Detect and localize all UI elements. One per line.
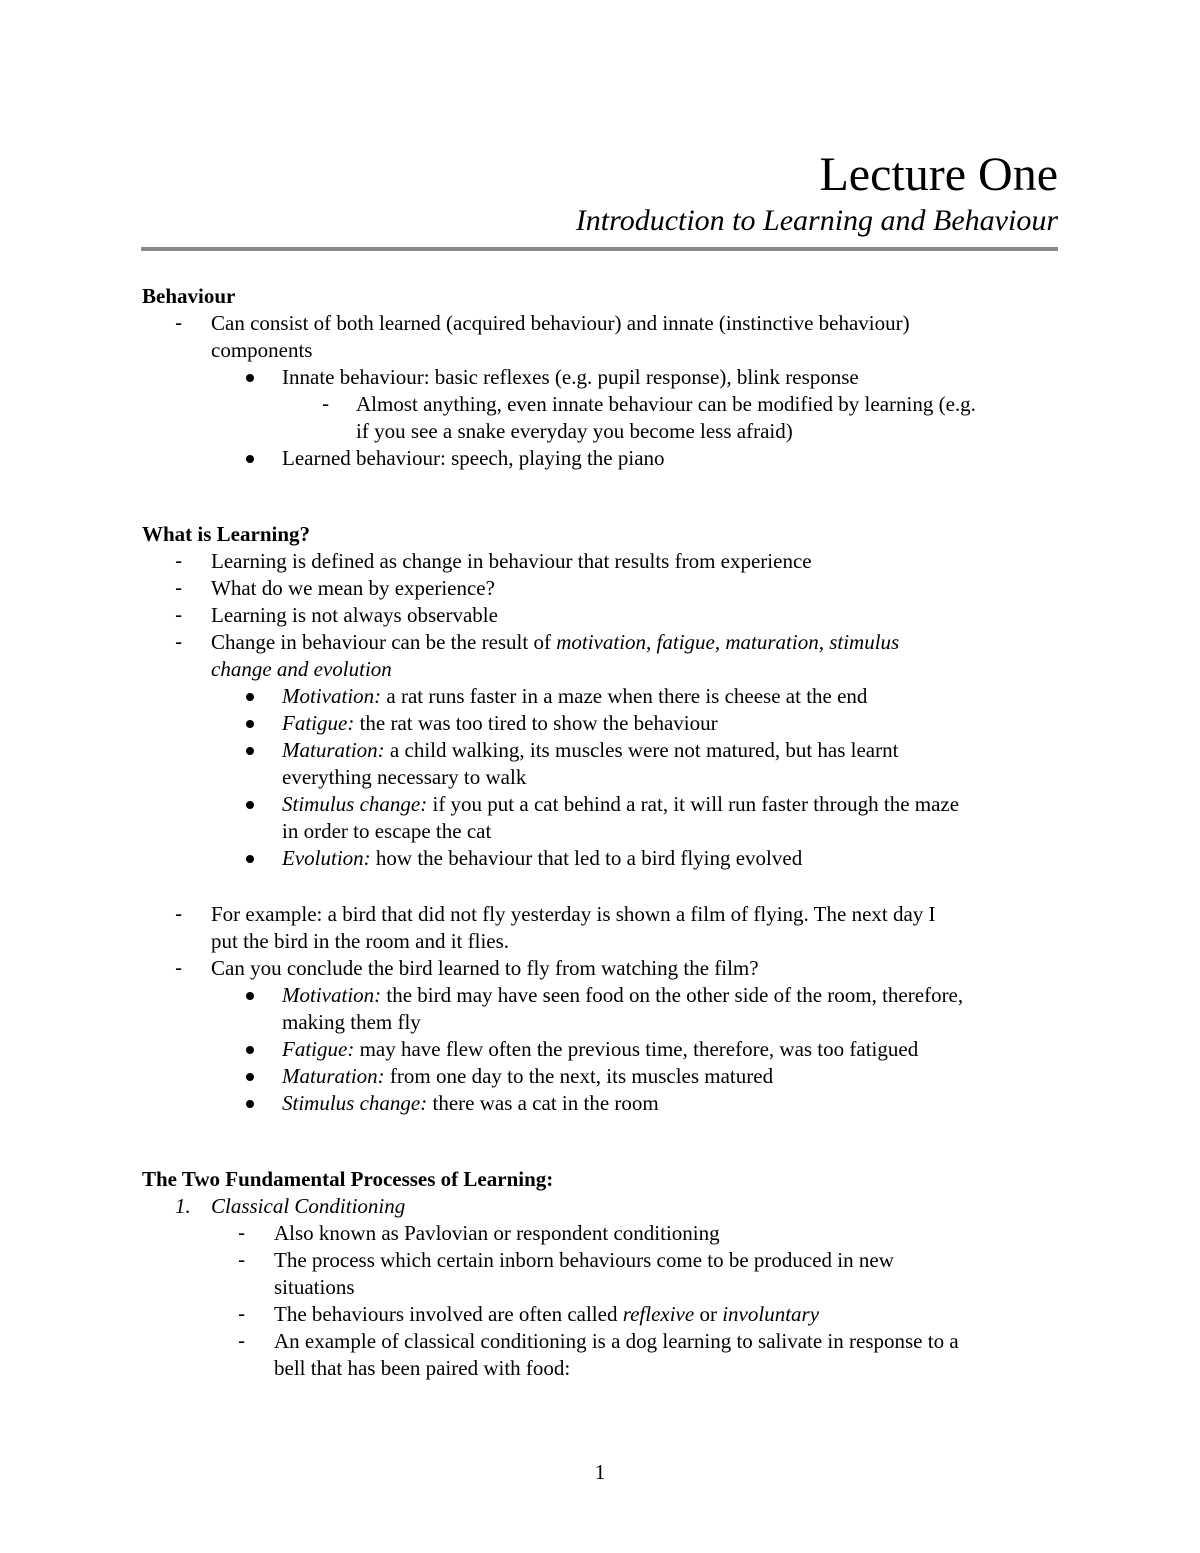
- page-subtitle: Introduction to Learning and Behaviour: [575, 204, 1058, 237]
- list-item: - An example of classical conditioning is a dog learning to salivate in response to a bell that has been paired with food:: [238, 1329, 959, 1380]
- page-title: Lecture One: [819, 148, 1058, 201]
- bullet-icon: [246, 374, 254, 382]
- dash-marker: -: [175, 311, 183, 335]
- dash-marker: -: [238, 1221, 246, 1245]
- bullet-icon: [246, 747, 254, 755]
- list-item: - For example: a bird that did not fly yesterday is shown a film of flying. The next day I put the bird in the room and it flies.: [175, 902, 936, 953]
- section-heading: Behaviour: [142, 284, 236, 308]
- dash-marker: -: [175, 603, 183, 627]
- list-item: Motivation: the bird may have seen food on the other side of the room, therefore, making them fly: [142, 982, 1062, 1036]
- section-heading: The Two Fundamental Processes of Learning:: [142, 1167, 554, 1191]
- dash-marker: -: [238, 1248, 246, 1272]
- list-item: Motivation: a rat runs faster in a maze when there is cheese at the end: [142, 683, 1062, 710]
- list-item: - Almost anything, even innate behaviour can be modified by learning (e.g. if you see a snake everyday you become less afraid): [322, 392, 976, 443]
- bullet-icon: [246, 455, 254, 463]
- dash-marker: -: [175, 549, 183, 573]
- dash-marker: -: [175, 956, 183, 980]
- bullet-icon: [246, 1073, 254, 1081]
- dash-marker: -: [238, 1329, 246, 1353]
- list-item: Stimulus change: if you put a cat behind a rat, it will run faster through the maze in order to escape the cat: [142, 791, 1062, 845]
- numbered-item: 1. Classical Conditioning: [175, 1194, 406, 1218]
- list-item: Stimulus change: there was a cat in the room: [142, 1090, 1062, 1117]
- dash-marker: -: [238, 1302, 246, 1326]
- page-number: 1: [594, 1460, 606, 1484]
- bullet-icon: [246, 1046, 254, 1054]
- dash-marker: -: [175, 630, 183, 654]
- bullet-icon: [246, 720, 254, 728]
- bullet-icon: [246, 855, 254, 863]
- section-what-is-learning: [142, 521, 1062, 872]
- section-heading: What is Learning?: [142, 522, 311, 546]
- list-item: - Can consist of both learned (acquired behaviour) and innate (instinctive behaviour) components: [175, 311, 910, 362]
- title-rule: [141, 247, 1058, 251]
- dash-marker: -: [322, 392, 330, 416]
- list-item: - Can you conclude the bird learned to fly from watching the film?: [175, 956, 759, 980]
- list-item: - Learning is not always observable: [175, 603, 498, 627]
- list-item: - Change in behaviour can be the result of motivation, fatigue, maturation, stimulus change and evolution: [175, 630, 900, 681]
- list-item: Learned behaviour: speech, playing the piano: [142, 445, 1062, 472]
- list-item: - Learning is defined as change in behaviour that results from experience: [175, 549, 812, 573]
- bullet-icon: [246, 992, 254, 1000]
- dash-marker: -: [175, 576, 183, 600]
- list-item: - The behaviours involved are often called reflexive or involuntary: [238, 1302, 820, 1326]
- dash-marker: -: [175, 902, 183, 926]
- list-item: - What do we mean by experience?: [175, 576, 495, 600]
- list-item: Innate behaviour: basic reflexes (e.g. pupil response), blink response: [142, 364, 1062, 391]
- list-item: Maturation: a child walking, its muscles were not matured, but has learnt everything necessary to walk: [142, 737, 1062, 791]
- bullet-icon: [246, 693, 254, 701]
- section-behaviour: [142, 283, 1062, 472]
- section-fundamental-processes: [142, 1166, 1062, 1382]
- list-item: Fatigue: may have flew often the previous time, therefore, was too fatigued: [142, 1036, 1062, 1063]
- list-item: Fatigue: the rat was too tired to show the behaviour: [142, 710, 1062, 737]
- list-item: Evolution: how the behaviour that led to a bird flying evolved: [142, 845, 1062, 872]
- list-item: - The process which certain inborn behaviours come to be produced in new situations: [238, 1248, 894, 1299]
- bullet-icon: [246, 801, 254, 809]
- list-item: - Also known as Pavlovian or respondent conditioning: [238, 1221, 720, 1245]
- section-example: [142, 901, 1062, 1117]
- number-marker: 1.: [175, 1194, 191, 1218]
- bullet-icon: [246, 1100, 254, 1108]
- list-item: Maturation: from one day to the next, its muscles matured: [142, 1063, 1062, 1090]
